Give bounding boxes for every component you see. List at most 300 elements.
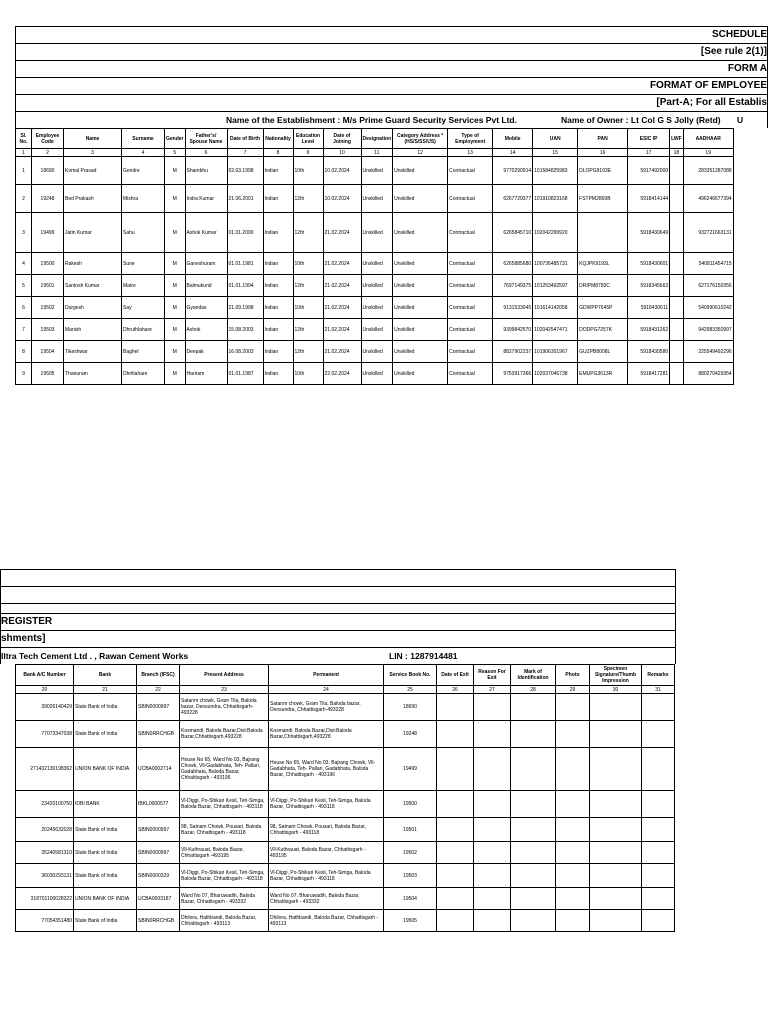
table-cell: SBIN0RRCHGB: [137, 910, 180, 932]
table-cell: Ashok Kumar: [185, 213, 227, 253]
table-cell: 283351287088: [683, 157, 733, 185]
title-form: FORM A: [15, 60, 768, 77]
employee-bank-table: [15, 664, 675, 932]
empty-cell: [590, 864, 642, 888]
table-cell: 6267729377: [493, 185, 533, 213]
column-header: Bank: [74, 665, 137, 686]
table-cell: 6265885680: [493, 253, 533, 275]
table-cell: Dhilora, Hathbandi, Baloda Bazar, Chhattisgarh - 493113: [269, 910, 384, 932]
table-cell: 36030293131: [16, 864, 74, 888]
empty-cell: [556, 910, 590, 932]
table-cell: 1: [16, 157, 32, 185]
table-cell: 21.02.2024: [323, 319, 361, 341]
table-cell: DODPG7257K: [578, 319, 628, 341]
table-cell: 19501: [32, 275, 64, 297]
column-number: 12: [393, 149, 448, 157]
table-cell: Satanm chowk, Gram Tila, Baloda bazar, Deosundra, Chhattisgarh-493228: [269, 694, 384, 721]
table-cell: 3: [16, 213, 32, 253]
table-cell: 10.02.2024: [323, 157, 361, 185]
empty-cell: [590, 888, 642, 910]
empty-cell: [590, 721, 642, 748]
table-cell: Vll-Kuthrauat, Baloda Bazar, Chhattisgarh -493195: [180, 842, 269, 864]
table-row: [16, 363, 734, 385]
table-cell: Mishra: [122, 185, 165, 213]
empty-cell: [511, 694, 556, 721]
table-cell: Vll-Kuthrauat, Baloda Bazar, Chhattisgarh - 493195: [269, 842, 384, 864]
column-number: 5: [165, 149, 186, 157]
employee-table: [15, 128, 734, 385]
establishment-line: [15, 111, 768, 128]
table-cell: 19500: [32, 253, 64, 275]
table-cell: 12th: [293, 213, 323, 253]
table-cell: 102037046738: [533, 363, 578, 385]
table-cell: 19505: [384, 910, 437, 932]
column-header: LWF: [670, 129, 684, 149]
title-establishments: shments]: [0, 630, 676, 647]
empty-cell: [556, 864, 590, 888]
table-cell: 39026140429: [16, 694, 74, 721]
table-cell: Unskilled: [393, 363, 448, 385]
table-cell: Balmukund: [185, 275, 227, 297]
table-cell: Indian: [263, 275, 293, 297]
column-number: 3: [64, 149, 122, 157]
table-cell: Contractual: [448, 185, 493, 213]
empty-cell: [474, 888, 511, 910]
table-cell: 01.01.2000: [227, 213, 263, 253]
table-cell: 101910823168: [533, 185, 578, 213]
table-cell: M: [165, 275, 186, 297]
empty-cell: [590, 694, 642, 721]
column-number: 30: [590, 686, 642, 694]
table-row: [16, 910, 675, 932]
empty-cell: [474, 818, 511, 842]
table-cell: 19505: [32, 363, 64, 385]
table-cell: 02.03.1998: [227, 157, 263, 185]
table-row: [16, 341, 734, 363]
column-header: PAN: [578, 129, 628, 149]
empty-cell: [437, 694, 474, 721]
table-cell: 540990610242: [683, 297, 733, 319]
table-cell: 19502: [384, 842, 437, 864]
table-cell: 15.08.2003: [227, 319, 263, 341]
table-cell: 16.08.2003: [227, 341, 263, 363]
table-cell: Gendre: [122, 157, 165, 185]
table-row: [16, 253, 734, 275]
table-cell: Dhilora, Hathbandi, Baloda Bazar, Chhattisgarh - 493113: [180, 910, 269, 932]
table-cell: Contractual: [448, 253, 493, 275]
column-number: 25: [384, 686, 437, 694]
empty-cell: [556, 818, 590, 842]
column-number: 19: [683, 149, 733, 157]
table-cell: Unskilled: [361, 185, 393, 213]
column-header: AADHAAR: [683, 129, 733, 149]
table-cell: Hariram: [185, 363, 227, 385]
table-cell: 101614142058: [533, 297, 578, 319]
table-cell: 102042547471: [533, 319, 578, 341]
table-cell: 101906301967: [533, 341, 578, 363]
table-cell: SBIN0000329: [137, 864, 180, 888]
table-cell: 12th: [293, 341, 323, 363]
empty-cell: [556, 721, 590, 748]
table-cell: Unskilled: [361, 157, 393, 185]
table-cell: 5918430611: [628, 297, 670, 319]
column-header: Surname: [122, 129, 165, 149]
table-cell: 9770290914: [493, 157, 533, 185]
table-cell: DRIPM8783C: [578, 275, 628, 297]
table-cell: 2: [16, 185, 32, 213]
table-cell: Thanuram: [64, 363, 122, 385]
table-cell: 271432130198362: [16, 748, 74, 791]
table-row: [16, 297, 734, 319]
column-header: UAN: [533, 129, 578, 149]
table-cell: 5918345663: [628, 275, 670, 297]
table-cell: State Bank of India: [74, 818, 137, 842]
table-cell: M: [165, 185, 186, 213]
bottom-establishment-line: [0, 647, 676, 664]
table-cell: 98, Satnam Chowk, Pousari, Baloda Bazar, Chhattisgarh - 493118: [180, 818, 269, 842]
table-cell: 318701100028322: [16, 888, 74, 910]
table-cell: 5918430649: [628, 213, 670, 253]
column-number: 18: [670, 149, 684, 157]
table-cell: Durgesh: [64, 297, 122, 319]
empty-cell: [511, 791, 556, 818]
table-cell: 5918414144: [628, 185, 670, 213]
column-number: 17: [628, 149, 670, 157]
table-cell: DLOPG9103E: [578, 157, 628, 185]
column-header: Nationality: [263, 129, 293, 149]
title-part: [Part-A; For all Establis: [15, 94, 768, 111]
title-format: FORMAT OF EMPLOYEE: [15, 77, 768, 94]
column-header: Sl. No.: [16, 129, 32, 149]
column-number: 28: [511, 686, 556, 694]
table-cell: 942983350997: [683, 319, 733, 341]
table-cell: 20245632028: [16, 818, 74, 842]
table-cell: M: [165, 341, 186, 363]
table-cell: 21.02.2024: [323, 275, 361, 297]
table-cell: 9399842570: [493, 319, 533, 341]
table-cell: 18690: [32, 157, 64, 185]
empty-cell: [474, 694, 511, 721]
table-cell: Unskilled: [393, 297, 448, 319]
column-number: 22: [137, 686, 180, 694]
table-cell: Unskilled: [361, 213, 393, 253]
table-cell: SBIN0000997: [137, 818, 180, 842]
table-cell: 19499: [384, 748, 437, 791]
table-cell: Unskilled: [393, 213, 448, 253]
table-cell: 23420100750: [16, 791, 74, 818]
column-header: Mobile: [493, 129, 533, 149]
table-row: [16, 818, 675, 842]
owner-tail: U: [737, 115, 744, 125]
table-cell: Unskilled: [361, 363, 393, 385]
table-cell: Unskilled: [393, 319, 448, 341]
column-header: Remarks: [642, 665, 675, 686]
table-cell: [670, 253, 684, 275]
table-cell: Bed Prakash: [64, 185, 122, 213]
table-cell: Contractual: [448, 297, 493, 319]
column-number: 13: [448, 149, 493, 157]
table-cell: 19248: [32, 185, 64, 213]
table-cell: Unskilled: [393, 341, 448, 363]
table-cell: IBKL0000577: [137, 791, 180, 818]
empty-cell: [511, 818, 556, 842]
table-cell: 22.02.2024: [323, 363, 361, 385]
empty-cell: [511, 721, 556, 748]
column-number: 29: [556, 686, 590, 694]
column-header: Date of Exit: [437, 665, 474, 686]
column-header: Date of Birth: [227, 129, 263, 149]
table-cell: House No 65, Ward No 03, Bajrang Chowk, Vll-Gadabhata, Teh- Pallari, Gadabhata, Baloda Bazar, Chhattisgarh - 493196: [269, 748, 384, 791]
table-cell: Unskilled: [361, 341, 393, 363]
table-cell: 19503: [32, 319, 64, 341]
table-cell: Kosmandi, Baloda Bazar,Dist:Baloda Bazar,Chhattisgarh,493228: [180, 721, 269, 748]
table-cell: UCBA0003187: [137, 888, 180, 910]
empty-cell: [474, 864, 511, 888]
column-header: Gender: [165, 129, 186, 149]
table-cell: [670, 213, 684, 253]
table-cell: GUZPB8008L: [578, 341, 628, 363]
table-cell: Santosh Kumar: [64, 275, 122, 297]
table-cell: Ward No 07, Bharuwadih, Baloda Bazar, Chhattisgarh - 493332: [180, 888, 269, 910]
table-cell: 21.02.2024: [323, 297, 361, 319]
table-cell: Contractual: [448, 157, 493, 185]
column-header: Branch (IFSC): [137, 665, 180, 686]
table-cell: 21.06.2001: [227, 185, 263, 213]
title-blank-1: [0, 569, 676, 586]
table-row: [16, 275, 734, 297]
table-cell: 880270429354: [683, 363, 733, 385]
empty-cell: [437, 721, 474, 748]
table-cell: M: [165, 213, 186, 253]
empty-cell: [511, 864, 556, 888]
table-cell: Matre: [122, 275, 165, 297]
table-cell: 10th: [293, 253, 323, 275]
table-cell: 540811454715: [683, 253, 733, 275]
table-cell: 21.09.1998: [227, 297, 263, 319]
column-header: Bank A/C Number: [16, 665, 74, 686]
table-cell: Sahu: [122, 213, 165, 253]
table-cell: State Bank of India: [74, 694, 137, 721]
column-number: 31: [642, 686, 675, 694]
table-cell: 5918430601: [628, 253, 670, 275]
table-cell: 4: [16, 253, 32, 275]
column-number: 21: [74, 686, 137, 694]
table-cell: 9131533045: [493, 297, 533, 319]
empty-cell: [437, 864, 474, 888]
title-register: REGISTER: [0, 613, 676, 630]
table-cell: Unskilled: [393, 157, 448, 185]
table-cell: 101584825983: [533, 157, 578, 185]
table-cell: Baghel: [122, 341, 165, 363]
table-row: [16, 694, 675, 721]
column-header: ESIC IP: [628, 129, 670, 149]
table-cell: 5918417281: [628, 363, 670, 385]
table-cell: 19504: [384, 888, 437, 910]
table-cell: 100736485731: [533, 253, 578, 275]
empty-cell: [556, 888, 590, 910]
table-cell: 19502: [32, 297, 64, 319]
column-header: Education Level: [293, 129, 323, 149]
column-number: 9: [293, 149, 323, 157]
table-cell: 19500: [384, 791, 437, 818]
table-cell: Contractual: [448, 275, 493, 297]
table-cell: Say: [122, 297, 165, 319]
table-row: [16, 842, 675, 864]
table-cell: KQJPK9193L: [578, 253, 628, 275]
empty-cell: [642, 694, 675, 721]
table-cell: 01.01.1994: [227, 275, 263, 297]
table-cell: Indian: [263, 213, 293, 253]
table-cell: State Bank of India: [74, 864, 137, 888]
table-cell: Jatin Kumar: [64, 213, 122, 253]
table-cell: 21.02.2024: [323, 213, 361, 253]
table-cell: IDBI BANK: [74, 791, 137, 818]
column-number: 8: [263, 149, 293, 157]
table-cell: Contractual: [448, 213, 493, 253]
table-cell: Unskilled: [393, 253, 448, 275]
column-header: Name: [64, 129, 122, 149]
empty-cell: [642, 864, 675, 888]
table-cell: Unskilled: [393, 275, 448, 297]
column-number: 15: [533, 149, 578, 157]
table-cell: Ward No 07, Bharuwadih, Baloda Bazar, Chhattisgarh - 493332: [269, 888, 384, 910]
employee-register-part-a-continued: [0, 569, 676, 942]
table-cell: Indian: [263, 297, 293, 319]
bottom-header-row: [16, 665, 675, 686]
table-cell: 5917492000: [628, 157, 670, 185]
column-header: Reason For Exit: [474, 665, 511, 686]
table-row: [16, 319, 734, 341]
table-cell: 10th: [293, 297, 323, 319]
table-cell: GDWPP7645P: [578, 297, 628, 319]
table-cell: Manish: [64, 319, 122, 341]
principal-employer: Iltra Tech Cement Ltd . , Rawan Cement Works: [1, 651, 189, 661]
column-header: Permanent: [269, 665, 384, 686]
column-number: 26: [437, 686, 474, 694]
table-cell: M: [165, 157, 186, 185]
table-cell: 01.01.1981: [227, 253, 263, 275]
table-cell: [578, 213, 628, 253]
table-cell: Unskilled: [361, 253, 393, 275]
table-row: [16, 185, 734, 213]
table-cell: 18690: [384, 694, 437, 721]
header-row: [16, 129, 734, 149]
empty-cell: [474, 842, 511, 864]
column-header: Employee Code: [32, 129, 64, 149]
table-cell: 12th: [293, 185, 323, 213]
table-row: [16, 791, 675, 818]
table-cell: Indian: [263, 363, 293, 385]
table-cell: SBIN0000997: [137, 842, 180, 864]
table-cell: Sune: [122, 253, 165, 275]
table-cell: [670, 157, 684, 185]
column-header: Mark of Identification: [511, 665, 556, 686]
table-cell: UNION BANK OF INDIA: [74, 888, 137, 910]
lin-number: LIN : 1287914481: [389, 651, 458, 661]
table-cell: Indian: [263, 157, 293, 185]
employee-register-part-a: [15, 26, 768, 400]
table-cell: Contractual: [448, 319, 493, 341]
empty-cell: [474, 791, 511, 818]
table-cell: Vl-Diggi, Po-Shikari Kesli, Teh-Simga, Baloda Bazar, Chhattisgarh - 493118: [269, 791, 384, 818]
table-cell: [670, 363, 684, 385]
empty-cell: [437, 748, 474, 791]
table-row: [16, 748, 675, 791]
table-cell: [670, 275, 684, 297]
empty-cell: [642, 818, 675, 842]
table-cell: 5: [16, 275, 32, 297]
table-cell: Indian: [263, 253, 293, 275]
table-cell: 19501: [384, 818, 437, 842]
table-cell: State Bank of India: [74, 842, 137, 864]
table-cell: SBIN0000997: [137, 694, 180, 721]
empty-cell: [642, 910, 675, 932]
table-cell: Tikeshwar: [64, 341, 122, 363]
table-cell: Indra Kumar: [185, 185, 227, 213]
table-cell: 9753917366: [493, 363, 533, 385]
table-cell: Shambhu: [185, 157, 227, 185]
table-cell: [670, 297, 684, 319]
empty-cell: [511, 842, 556, 864]
column-number: 1: [16, 149, 32, 157]
table-cell: 5918430580: [628, 341, 670, 363]
column-number: 7: [227, 149, 263, 157]
table-cell: 496246677394: [683, 185, 733, 213]
table-cell: House No 65, Ward No 03, Bajrang Chowk, Vll-Gadabhata, Teh- Pallari, Gadabhata, Baloda Bazar, Chhattisgarh - 493196: [180, 748, 269, 791]
column-header: Father's/ Spouse Name: [185, 129, 227, 149]
table-cell: 12th: [293, 319, 323, 341]
table-cell: Kosmandi, Baloda Bazar,Dist:Baloda Bazar,Chhattisgarh,493228: [269, 721, 384, 748]
table-cell: 8: [16, 341, 32, 363]
table-cell: Indian: [263, 185, 293, 213]
table-cell: 21.02.2024: [323, 253, 361, 275]
table-cell: Rakesh: [64, 253, 122, 275]
table-cell: EMUPG3613R: [578, 363, 628, 385]
empty-cell: [642, 842, 675, 864]
column-number: 27: [474, 686, 511, 694]
table-cell: 101253492597: [533, 275, 578, 297]
empty-cell: [590, 842, 642, 864]
column-header: Designation: [361, 129, 393, 149]
table-cell: State Bank of India: [74, 721, 137, 748]
table-cell: 7697149375: [493, 275, 533, 297]
table-cell: 225549492296: [683, 341, 733, 363]
table-cell: Unskilled: [361, 319, 393, 341]
table-cell: Unskilled: [361, 275, 393, 297]
empty-cell: [642, 791, 675, 818]
empty-cell: [474, 721, 511, 748]
table-cell: Satanm chowk, Gram Tila, Baloda bazar, Deosundra, Chhattisgarh-493228: [180, 694, 269, 721]
column-header: Category Address *(HS/S/SS/US): [393, 129, 448, 149]
empty-cell: [556, 748, 590, 791]
table-row: [16, 157, 734, 185]
column-number: 6: [185, 149, 227, 157]
table-cell: Deepak: [185, 341, 227, 363]
column-number: 20: [16, 686, 74, 694]
table-cell: 77054351480: [16, 910, 74, 932]
title-schedule: SCHEDULE: [15, 26, 768, 43]
table-cell: 10th: [293, 363, 323, 385]
table-cell: Vl-Diggi, Po-Shikari Kesli, Teh-Simga, Baloda Bazar, Chhattisgarh - 493118: [180, 791, 269, 818]
table-cell: 6: [16, 297, 32, 319]
table-cell: 5918431262: [628, 319, 670, 341]
table-cell: Unskilled: [393, 185, 448, 213]
table-cell: 19503: [384, 864, 437, 888]
column-number: 11: [361, 149, 393, 157]
bottom-column-number-row: [16, 686, 675, 694]
table-cell: Dhruthlahare: [122, 319, 165, 341]
empty-cell: [437, 910, 474, 932]
